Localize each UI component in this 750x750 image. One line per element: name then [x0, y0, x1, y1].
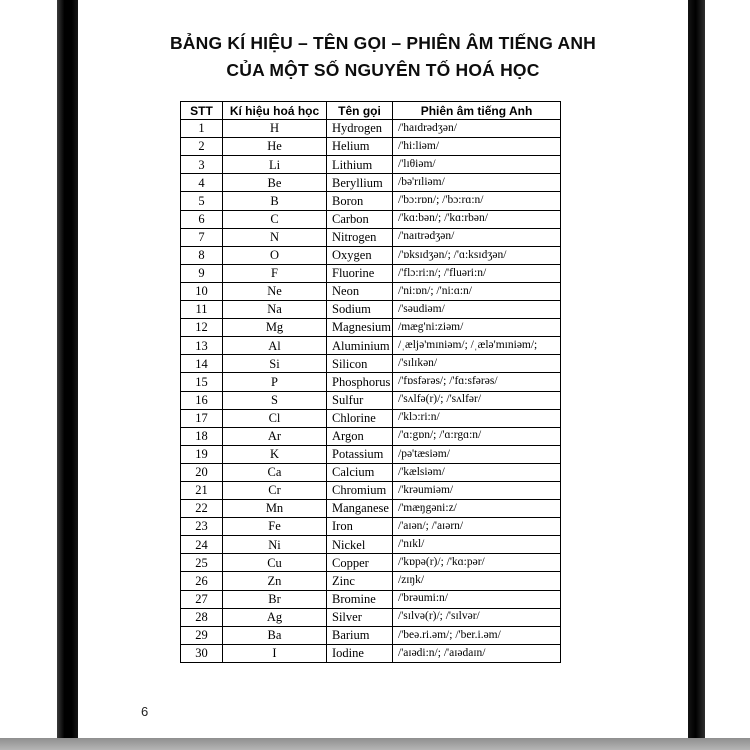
cell-name: Silicon [327, 355, 393, 373]
cell-symbol: N [223, 228, 327, 246]
cell-stt: 12 [181, 319, 223, 337]
cell-stt: 7 [181, 228, 223, 246]
cell-phonetic: /'səudiəm/ [393, 301, 561, 319]
cell-name: Bromine [327, 590, 393, 608]
cell-symbol: Be [223, 174, 327, 192]
table-row [181, 210, 561, 228]
cell-name: Sodium [327, 301, 393, 319]
cell-symbol: Mg [223, 319, 327, 337]
cell-phonetic: /'lɪθiəm/ [393, 156, 561, 174]
cell-symbol: H [223, 120, 327, 138]
cell-phonetic: /'krəumiəm/ [393, 481, 561, 499]
cell-symbol: Si [223, 355, 327, 373]
cell-stt: 25 [181, 554, 223, 572]
cell-name: Calcium [327, 463, 393, 481]
column-header: Phiên âm tiếng Anh [393, 102, 561, 120]
cell-phonetic: /bə'rɪliəm/ [393, 174, 561, 192]
cell-name: Helium [327, 138, 393, 156]
cell-name: Phosphorus [327, 373, 393, 391]
cell-name: Sulfur [327, 391, 393, 409]
cell-stt: 9 [181, 264, 223, 282]
cell-symbol: Ba [223, 626, 327, 644]
cell-stt: 22 [181, 500, 223, 518]
cell-stt: 13 [181, 337, 223, 355]
table-row [181, 301, 561, 319]
cell-name: Fluorine [327, 264, 393, 282]
cell-phonetic: /'sɪlɪkən/ [393, 355, 561, 373]
cell-phonetic: /'mæŋgəni:z/ [393, 500, 561, 518]
table-row [181, 463, 561, 481]
cell-stt: 26 [181, 572, 223, 590]
cell-name: Iron [327, 518, 393, 536]
elements-table-head [181, 102, 561, 120]
elements-table [180, 101, 561, 663]
table-row [181, 608, 561, 626]
cell-phonetic: /'kælsiəm/ [393, 463, 561, 481]
cell-symbol: Cl [223, 409, 327, 427]
cell-name: Iodine [327, 644, 393, 662]
cell-symbol: Br [223, 590, 327, 608]
cell-name: Chlorine [327, 409, 393, 427]
cell-phonetic: /'sʌlfə(r)/; /'sʌlfər/ [393, 391, 561, 409]
cell-stt: 23 [181, 518, 223, 536]
cell-stt: 18 [181, 427, 223, 445]
cell-symbol: Li [223, 156, 327, 174]
cell-stt: 29 [181, 626, 223, 644]
cell-name: Argon [327, 427, 393, 445]
table-row [181, 355, 561, 373]
table-row [181, 192, 561, 210]
column-header: STT [181, 102, 223, 120]
cell-symbol: Mn [223, 500, 327, 518]
cell-name: Boron [327, 192, 393, 210]
table-row [181, 264, 561, 282]
table-row [181, 572, 561, 590]
column-header: Tên gọi [327, 102, 393, 120]
cell-phonetic: /'bɔ:rɒn/; /'bɔ:rɑ:n/ [393, 192, 561, 210]
cell-symbol: Cr [223, 481, 327, 499]
cell-symbol: B [223, 192, 327, 210]
table-row [181, 500, 561, 518]
cell-phonetic: /'ɒksɪdʒən/; /'ɑ:ksɪdʒən/ [393, 246, 561, 264]
cell-phonetic: /zɪŋk/ [393, 572, 561, 590]
scan-edge-left [57, 0, 78, 738]
cell-name: Nickel [327, 536, 393, 554]
cell-symbol: Ar [223, 427, 327, 445]
table-row [181, 228, 561, 246]
cell-stt: 30 [181, 644, 223, 662]
cell-name: Potassium [327, 445, 393, 463]
cell-symbol: P [223, 373, 327, 391]
cell-stt: 2 [181, 138, 223, 156]
cell-stt: 27 [181, 590, 223, 608]
scan-edge-right [688, 0, 705, 738]
cell-symbol: Ni [223, 536, 327, 554]
cell-stt: 16 [181, 391, 223, 409]
cell-symbol: C [223, 210, 327, 228]
table-row [181, 391, 561, 409]
table-row [181, 427, 561, 445]
cell-name: Oxygen [327, 246, 393, 264]
cell-phonetic: /'aɪən/; /'aɪərn/ [393, 518, 561, 536]
cell-phonetic: /'nɪkl/ [393, 536, 561, 554]
cell-name: Copper [327, 554, 393, 572]
page-title-line1: BẢNG KÍ HIỆU – TÊN GỌI – PHIÊN ÂM TIẾNG ANH [169, 33, 597, 53]
cell-name: Zinc [327, 572, 393, 590]
cell-phonetic: /'haɪdrədʒən/ [393, 120, 561, 138]
table-row [181, 518, 561, 536]
cell-phonetic: /'brəumi:n/ [393, 590, 561, 608]
cell-symbol: O [223, 246, 327, 264]
table-row [181, 337, 561, 355]
cell-name: Beryllium [327, 174, 393, 192]
cell-stt: 15 [181, 373, 223, 391]
cell-stt: 14 [181, 355, 223, 373]
cell-symbol: Ne [223, 282, 327, 300]
cell-phonetic: /'aɪədi:n/; /'aɪədaɪn/ [393, 644, 561, 662]
cell-symbol: Na [223, 301, 327, 319]
cell-name: Barium [327, 626, 393, 644]
cell-symbol: He [223, 138, 327, 156]
table-row [181, 445, 561, 463]
table-row [181, 554, 561, 572]
cell-phonetic: /'fɒsfərəs/; /'fɑ:sfərəs/ [393, 373, 561, 391]
cell-symbol: I [223, 644, 327, 662]
table-row [181, 319, 561, 337]
cell-name: Silver [327, 608, 393, 626]
page-number: 6 [141, 704, 149, 719]
column-header: Kí hiệu hoá học [223, 102, 327, 120]
cell-name: Magnesium [327, 319, 393, 337]
cell-name: Manganese [327, 500, 393, 518]
cell-stt: 20 [181, 463, 223, 481]
cell-phonetic: /ˌæljə'mɪniəm/; /ˌælə'mɪniəm/; [393, 337, 561, 355]
cell-phonetic: /'kɒpə(r)/; /'kɑ:pər/ [393, 554, 561, 572]
cell-symbol: S [223, 391, 327, 409]
cell-symbol: Cu [223, 554, 327, 572]
cell-stt: 28 [181, 608, 223, 626]
table-row [181, 138, 561, 156]
cell-stt: 4 [181, 174, 223, 192]
cell-stt: 11 [181, 301, 223, 319]
table-row [181, 373, 561, 391]
cell-symbol: Al [223, 337, 327, 355]
cell-stt: 3 [181, 156, 223, 174]
table-row [181, 282, 561, 300]
cell-symbol: Fe [223, 518, 327, 536]
cell-phonetic: /'flɔ:ri:n/; /'fluəri:n/ [393, 264, 561, 282]
page-title [78, 30, 688, 84]
cell-name: Neon [327, 282, 393, 300]
cell-stt: 1 [181, 120, 223, 138]
table-row [181, 120, 561, 138]
cell-phonetic: /'klɔ:ri:n/ [393, 409, 561, 427]
table-row [181, 644, 561, 662]
cell-stt: 19 [181, 445, 223, 463]
table-row [181, 246, 561, 264]
cell-name: Aluminium [327, 337, 393, 355]
cell-stt: 17 [181, 409, 223, 427]
cell-symbol: F [223, 264, 327, 282]
cell-stt: 6 [181, 210, 223, 228]
table-row [181, 174, 561, 192]
cell-phonetic: /'naɪtrədʒən/ [393, 228, 561, 246]
cell-phonetic: /'hi:liəm/ [393, 138, 561, 156]
cell-stt: 8 [181, 246, 223, 264]
cell-phonetic: /'kɑ:bən/; /'kɑ:rbən/ [393, 210, 561, 228]
cell-phonetic: /mæg'ni:ziəm/ [393, 319, 561, 337]
cell-phonetic: /'ɑ:gɒn/; /'ɑ:rgɑ:n/ [393, 427, 561, 445]
table-row [181, 481, 561, 499]
header-row [181, 102, 561, 120]
scan-edge-bottom [0, 738, 750, 750]
cell-phonetic: /pə'tæsiəm/ [393, 445, 561, 463]
table-row [181, 156, 561, 174]
cell-symbol: Ca [223, 463, 327, 481]
table-row [181, 536, 561, 554]
cell-stt: 10 [181, 282, 223, 300]
cell-symbol: Zn [223, 572, 327, 590]
cell-symbol: K [223, 445, 327, 463]
table-row [181, 409, 561, 427]
cell-stt: 5 [181, 192, 223, 210]
cell-name: Chromium [327, 481, 393, 499]
cell-phonetic: /'ni:ɒn/; /'ni:ɑ:n/ [393, 282, 561, 300]
cell-name: Hydrogen [327, 120, 393, 138]
cell-symbol: Ag [223, 608, 327, 626]
cell-stt: 21 [181, 481, 223, 499]
cell-name: Nitrogen [327, 228, 393, 246]
cell-name: Carbon [327, 210, 393, 228]
table-row [181, 626, 561, 644]
elements-table-body [181, 120, 561, 663]
cell-name: Lithium [327, 156, 393, 174]
cell-phonetic: /'beə.ri.əm/; /'ber.i.əm/ [393, 626, 561, 644]
table-row [181, 590, 561, 608]
page-title-line2: CỦA MỘT SỐ NGUYÊN TỐ HOÁ HỌC [226, 60, 540, 80]
cell-stt: 24 [181, 536, 223, 554]
cell-phonetic: /'sɪlvə(r)/; /'sɪlvər/ [393, 608, 561, 626]
